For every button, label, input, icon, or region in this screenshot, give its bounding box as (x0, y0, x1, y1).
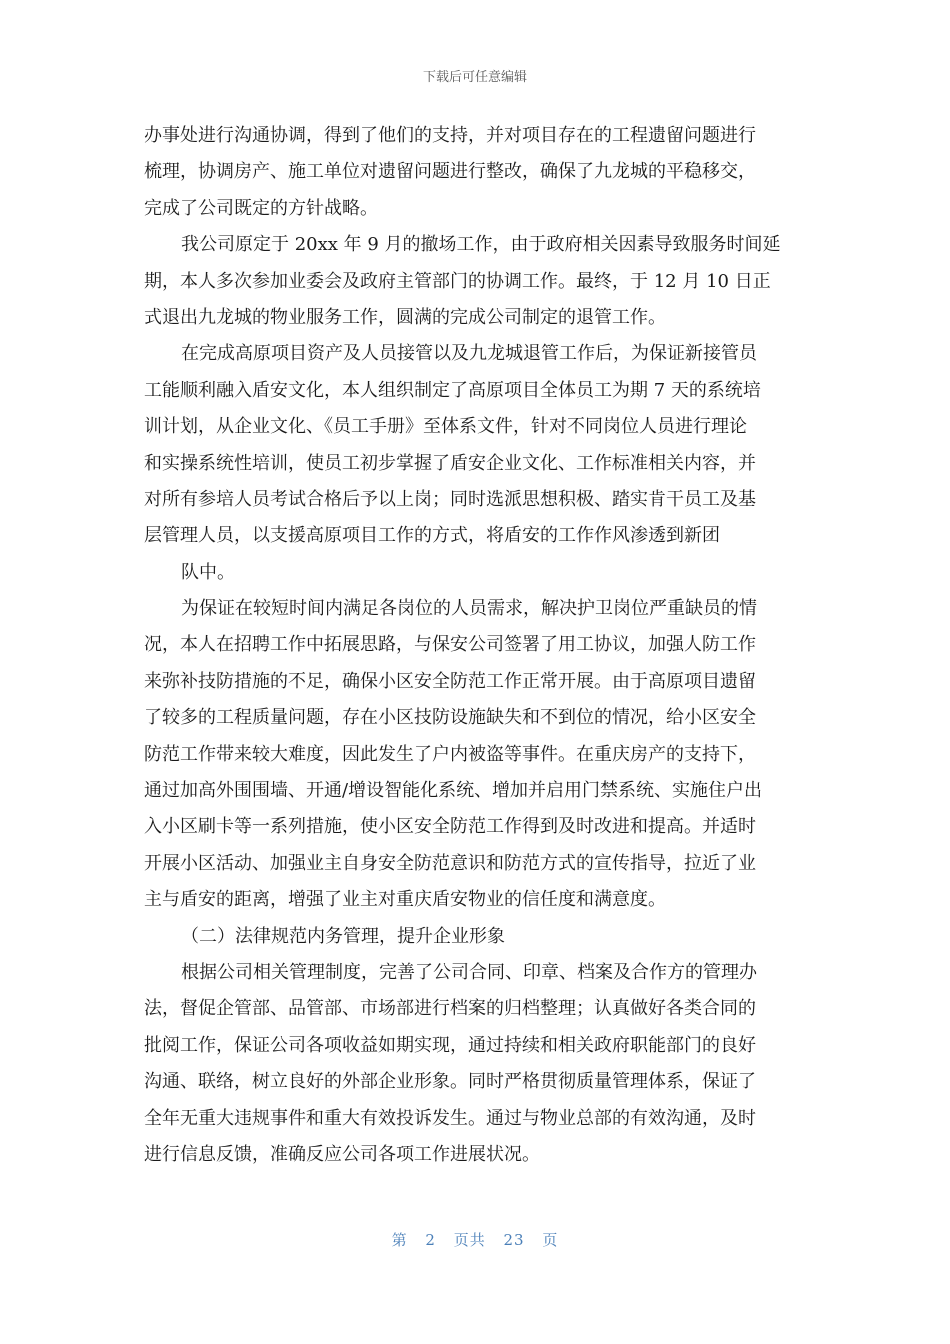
text-line: 况，本人在招聘工作中拓展思路，与保安公司签署了用工协议，加强人防工作 (144, 634, 756, 656)
text-line: 法，督促企管部、品管部、市场部进行档案的归档整理；认真做好各类合同的 (144, 998, 756, 1020)
text-line: 开展小区活动、加强业主自身安全防范意识和防范方式的宣传指导，拉近了业 (144, 852, 756, 874)
text-line: 全年无重大违规事件和重大有效投诉发生。通过与物业总部的有效沟通，及时 (144, 1107, 756, 1129)
page-total: 23 (503, 1231, 525, 1249)
text-line: 沟通、联络，树立良好的外部企业形象。同时严格贯彻质量管理体系，保证了 (144, 1071, 756, 1093)
page-header: 下载后可任意编辑 (422, 70, 527, 85)
text-line: 对所有参培人员考试合格后予以上岗；同时选派思想积极、踏实肯干员工及基 (144, 488, 756, 510)
page-number: 2 (425, 1231, 436, 1249)
text-line: 入小区刷卡等一系列措施，使小区安全防范工作得到及时改进和提高。并适时 (144, 816, 756, 838)
text-line: 队中。 (181, 561, 235, 583)
page-footer (0, 1229, 950, 1250)
section-heading: （二）法律规范内务管理，提升企业形象 (181, 925, 505, 947)
paragraph-start: 在完成高原项目资产及人员接管以及九龙城退管工作后，为保证新接管员 (181, 343, 757, 365)
paragraph-start: 我公司原定于 20xx 年 9 月的撤场工作，由于政府相关因素导致服务时间延 (181, 234, 781, 256)
text-line: 进行信息反馈，准确反应公司各项工作进展状况。 (144, 1143, 540, 1165)
text-line: 期，本人多次参加业委会及政府主管部门的协调工作。最终，于 12 月 10 日正 (144, 270, 771, 292)
paragraph-start: 为保证在较短时间内满足各岗位的人员需求，解决护卫岗位严重缺员的情 (181, 598, 757, 620)
text-line: 和实操系统性培训，使员工初步掌握了盾安企业文化、工作标准相关内容，并 (144, 452, 756, 474)
text-line: 主与盾安的距离，增强了业主对重庆盾安物业的信任度和满意度。 (144, 889, 666, 911)
text-line: 防范工作带来较大难度，因此发生了户内被盗等事件。在重庆房产的支持下， (144, 743, 756, 765)
text-line: 训计划，从企业文化、《员工手册》至体系文件，针对不同岗位人员进行理论 (144, 416, 747, 438)
footer-suffix: 页 (542, 1231, 559, 1249)
paragraph-start: 根据公司相关管理制度，完善了公司合同、印章、档案及合作方的管理办 (181, 961, 757, 983)
text-line: 层管理人员，以支援高原项目工作的方式，将盾安的工作作风渗透到新团 (144, 525, 720, 547)
text-line: 了较多的工程质量问题，存在小区技防设施缺失和不到位的情况，给小区安全 (144, 707, 756, 729)
text-line: 通过加高外围围墙、开通/增设智能化系统、增加并启用门禁系统、实施住户出 (144, 780, 763, 802)
text-line: 办事处进行沟通协调，得到了他们的支持，并对项目存在的工程遗留问题进行 (144, 125, 756, 146)
text-line: 梳理，协调房产、施工单位对遗留问题进行整改，确保了九龙城的平稳移交， (144, 161, 756, 183)
text-line: 式退出九龙城的物业服务工作，圆满的完成公司制定的退管工作。 (144, 306, 666, 328)
footer-middle: 页共 (453, 1231, 486, 1249)
footer-prefix: 第 (391, 1231, 408, 1249)
text-line: 批阅工作，保证公司各项收益如期实现，通过持续和相关政府职能部门的良好 (144, 1034, 756, 1056)
text-line: 工能顺利融入盾安文化，本人组织制定了高原项目全体员工为期 7 天的系统培 (144, 379, 761, 401)
text-line: 来弥补技防措施的不足，确保小区安全防范工作正常开展。由于高原项目遗留 (144, 670, 756, 692)
document-body (144, 118, 808, 1173)
text-line: 完成了公司既定的方针战略。 (144, 197, 378, 219)
